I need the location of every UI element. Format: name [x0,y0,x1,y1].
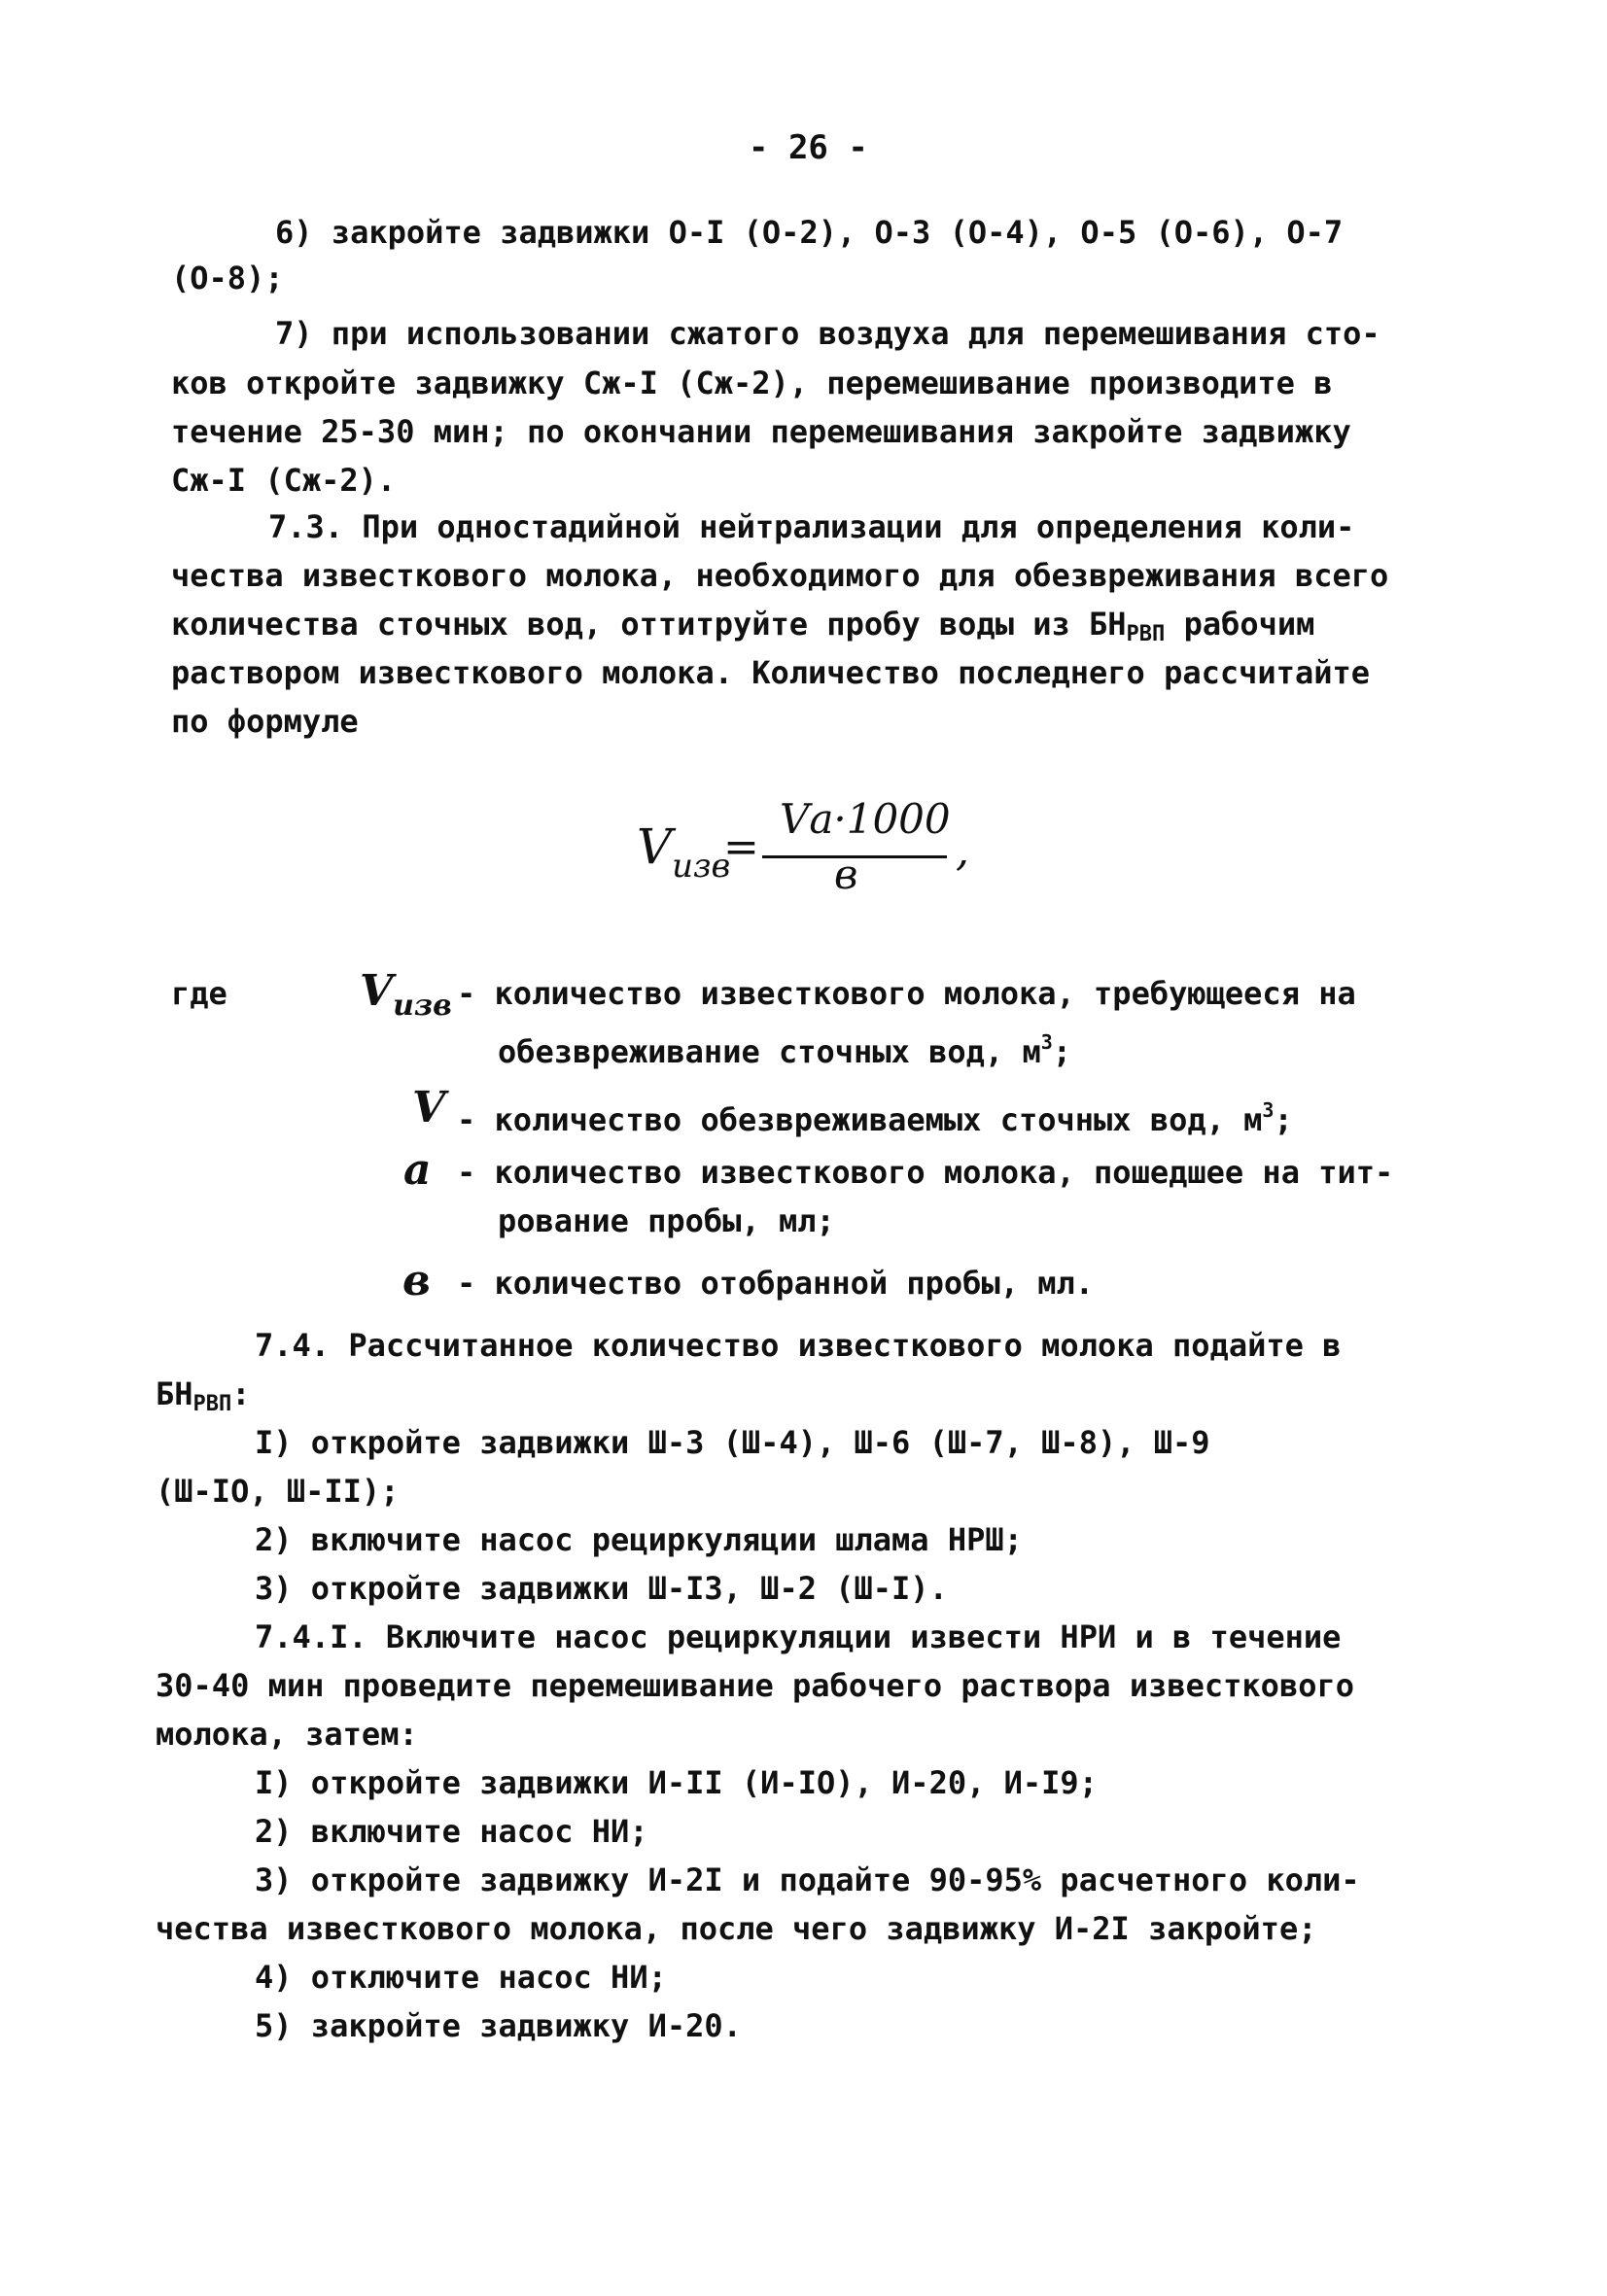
text-line: 3) откройте задвижку И-2I и подайте 90-95% расчетного коли- [255,1861,1360,1898]
text-line: I) откройте задвижки И-II (И-IO), И-20, И-I9; [255,1764,1098,1801]
text-line: 2) включите насос НИ; [255,1813,648,1850]
text-line: $БН_{РВП}$: [156,1375,251,1416]
text-line: 7) при использовании сжатого воздуха для перемешивания сто- [275,315,1380,352]
where-desc: - количество известкового молока, пошедшее на тит- [457,1154,1394,1191]
where-desc: рование пробы, мл; [498,1202,835,1239]
where-desc: - количество обезвреживаемых сточных вод, $м^3$; [457,1098,1293,1138]
where-desc: - количество известкового молока, требующееся на [457,975,1356,1012]
text-line: 7.4.I. Включите насос рециркуляции извести НРИ и в течение [255,1618,1342,1655]
where-desc: - количество отобранной пробы, мл. [457,1265,1095,1302]
text-line: чества известкового молока, необходимого для обезвреживания всего [171,557,1389,594]
formula-comma: , [956,826,969,876]
text-line: 5) закройте задвижку И-20. [255,2007,742,2044]
text-line: (Ш-IO, Ш-II); [156,1473,400,1510]
text-line: молока, затем: [156,1716,418,1753]
text-line: по формуле [171,703,359,740]
text-line: 6) закройте задвижки О-I (О-2), О-3 (О-4), О-5 (О-6), О-7 [275,214,1344,251]
text-line: течение 25-30 мин; по окончании перемешивания закройте задвижку [171,413,1351,450]
text-line: чества известкового молока, после чего задвижку И-2I закройте; [156,1910,1317,1947]
text-line: 3) откройте задвижки Ш-I3, Ш-2 (Ш-I). [255,1570,948,1607]
formula-denominator: в [834,851,858,898]
text-line: (О-8); [171,260,284,296]
text-line: 7.3. При одностадийной нейтрализации для определения коли- [268,508,1355,545]
formula-equals: = [723,822,759,872]
text-line: 30-40 мин проведите перемешивание рабочего раствора известкового [156,1667,1354,1704]
text-line: I) откройте задвижки Ш-3 (Ш-4), Ш-6 (Ш-7, Ш-8), Ш-9 [255,1424,1210,1461]
text-line: 2) включите насос рециркуляции шлама НРШ; [255,1521,1023,1558]
where-label: где [171,975,227,1012]
formula-lhs: $V_{изв}$ [637,818,731,886]
page-number: - 26 - [749,128,868,167]
text-line: 7.4. Рассчитанное количество известкового молока подайте в [255,1327,1342,1364]
text-line: количества сточных вод, оттитруйте пробу воды из $БН_{РВП}$ рабочим [171,606,1315,646]
symbol-v-izv: $V_{изв}$ [360,966,452,1023]
text-line: 4) отключите насос НИ; [255,1959,667,1996]
text-line: раствором известкового молока. Количество последнего рассчитайте [171,654,1370,691]
text-line: Сж-I (Сж-2). [171,462,397,499]
symbol-v: V [412,1083,446,1132]
where-desc: обезвреживание сточных вод, $м^3$; [498,1030,1072,1070]
formula-numerator: Vа·1000 [780,795,951,843]
text-line: ков откройте задвижку Сж-I (Сж-2), перемешивание производите в [171,365,1333,401]
symbol-b: в [402,1256,431,1305]
symbol-a: а [403,1145,432,1195]
